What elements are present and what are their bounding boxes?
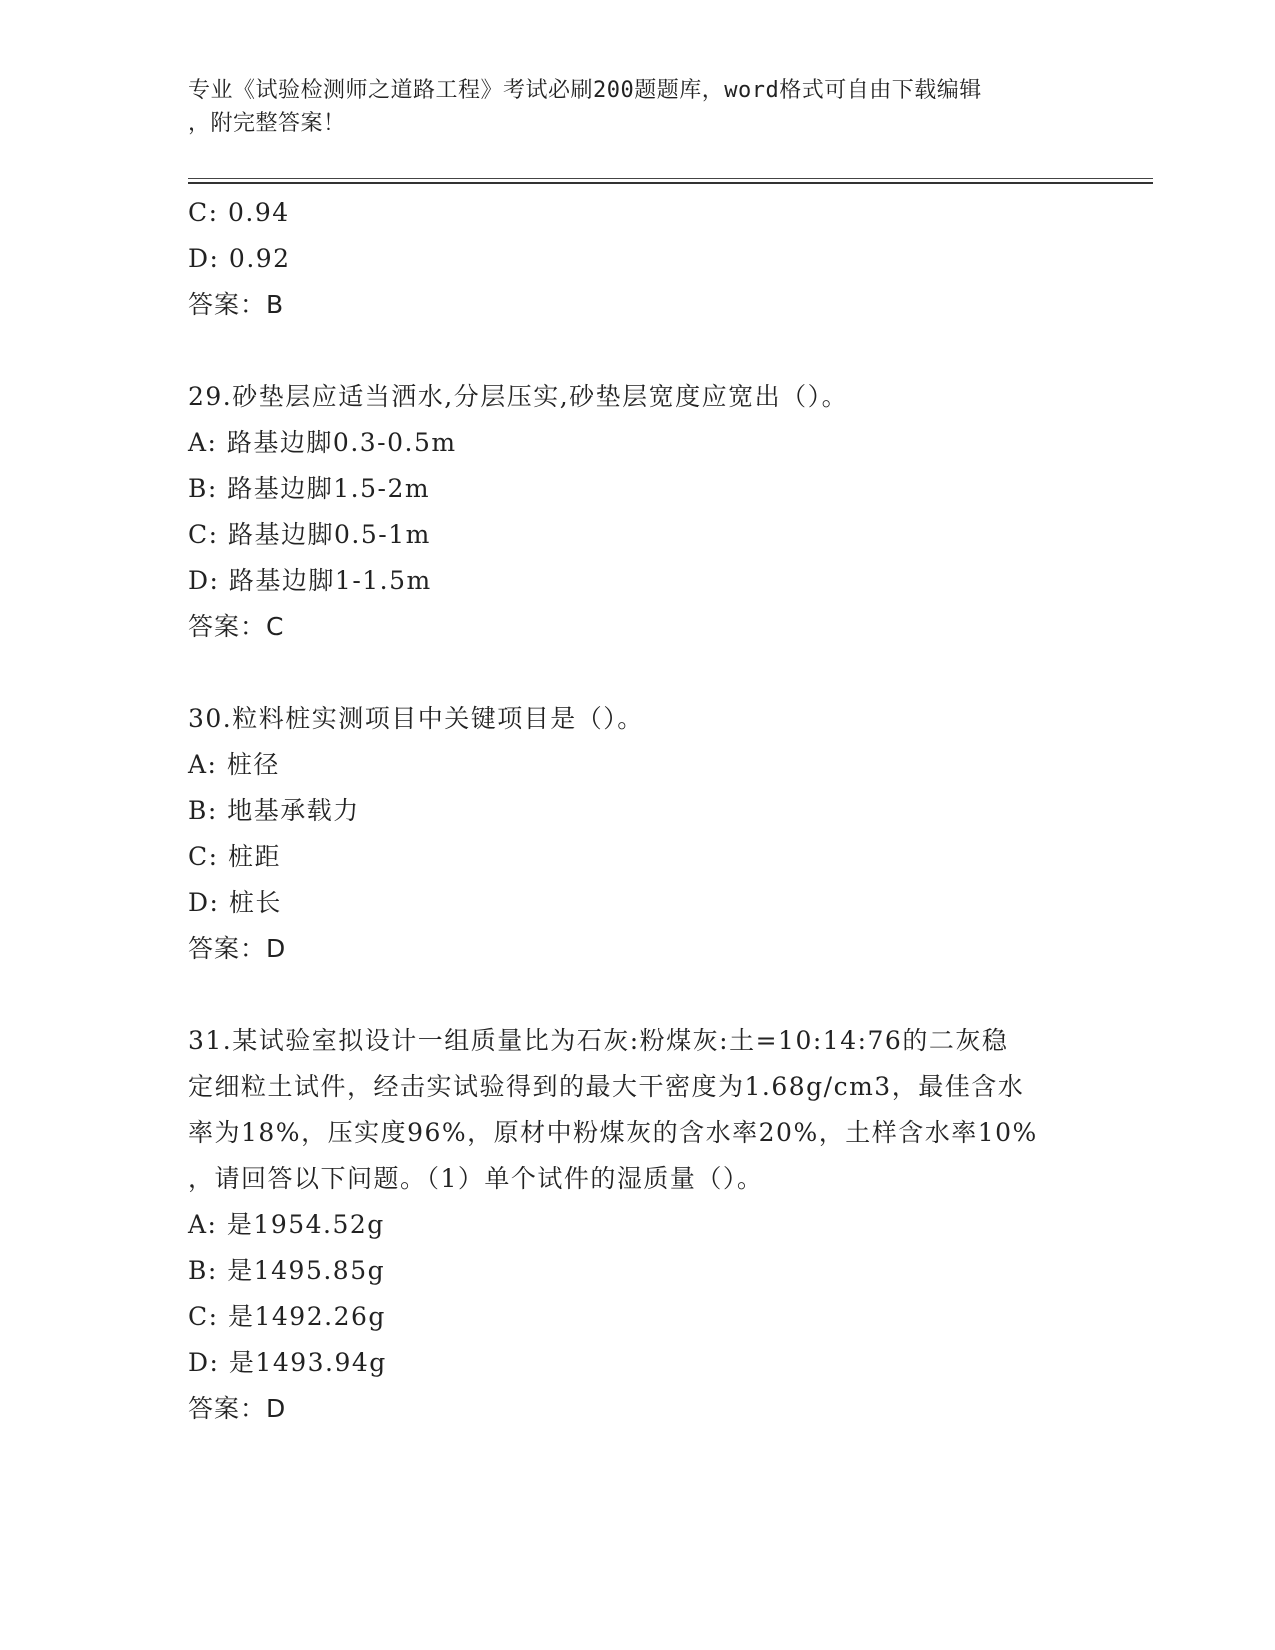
header-divider-thick (188, 182, 1153, 184)
option-b: B: 地基承载力 (188, 796, 360, 825)
option-d: D: 0.92 (188, 244, 291, 273)
answer-line: 答案：B (188, 290, 285, 319)
question-stem-31-line-4: ，请回答以下问题。（1）单个试件的湿质量（）。 (188, 1164, 764, 1193)
answer-line: 答案：D (188, 934, 287, 963)
question-stem-31-line-1: 31.某试验室拟设计一组质量比为石灰:粉煤灰:土=10:14:76的二灰稳 (188, 1026, 1009, 1055)
question-stem-29: 29.砂垫层应适当洒水,分层压实,砂垫层宽度应宽出（）。 (188, 382, 849, 411)
option-a: A: 是1954.52g (188, 1210, 385, 1239)
question-content (188, 190, 1088, 1432)
option-b: B: 路基边脚1.5-2m (188, 474, 431, 503)
option-a: A: 路基边脚0.3-0.5m (188, 428, 457, 457)
answer-line: 答案：D (188, 1394, 287, 1423)
question-stem-30: 30.粒料桩实测项目中关键项目是（）。 (188, 704, 644, 733)
question-stem-31-line-3: 率为18%，压实度96%，原材中粉煤灰的含水率20%，土样含水率10% (188, 1118, 1038, 1147)
option-c: C: 桩距 (188, 842, 281, 871)
option-d: D: 桩长 (188, 888, 282, 917)
spacer (188, 972, 1088, 1018)
question-stem-31-line-2: 定细粒土试件，经击实试验得到的最大干密度为1.68g/cm3，最佳含水 (188, 1072, 1025, 1101)
header-title-line-2: ，附完整答案！ (188, 111, 346, 136)
spacer (188, 650, 1088, 696)
option-d: D: 是1493.94g (188, 1348, 387, 1377)
header-title-line-1: 专业《试验检测师之道路工程》考试必刷200题题库，word格式可自由下载编辑 (188, 78, 982, 103)
option-a: A: 桩径 (188, 750, 280, 779)
option-c: C: 0.94 (188, 198, 290, 227)
option-b: B: 是1495.85g (188, 1256, 386, 1285)
header-divider-thin (188, 178, 1153, 179)
spacer (188, 328, 1088, 374)
answer-line: 答案：C (188, 612, 285, 641)
option-d: D: 路基边脚1-1.5m (188, 566, 432, 595)
option-c: C: 路基边脚0.5-1m (188, 520, 431, 549)
option-c: C: 是1492.26g (188, 1302, 386, 1331)
document-header (188, 74, 1088, 140)
